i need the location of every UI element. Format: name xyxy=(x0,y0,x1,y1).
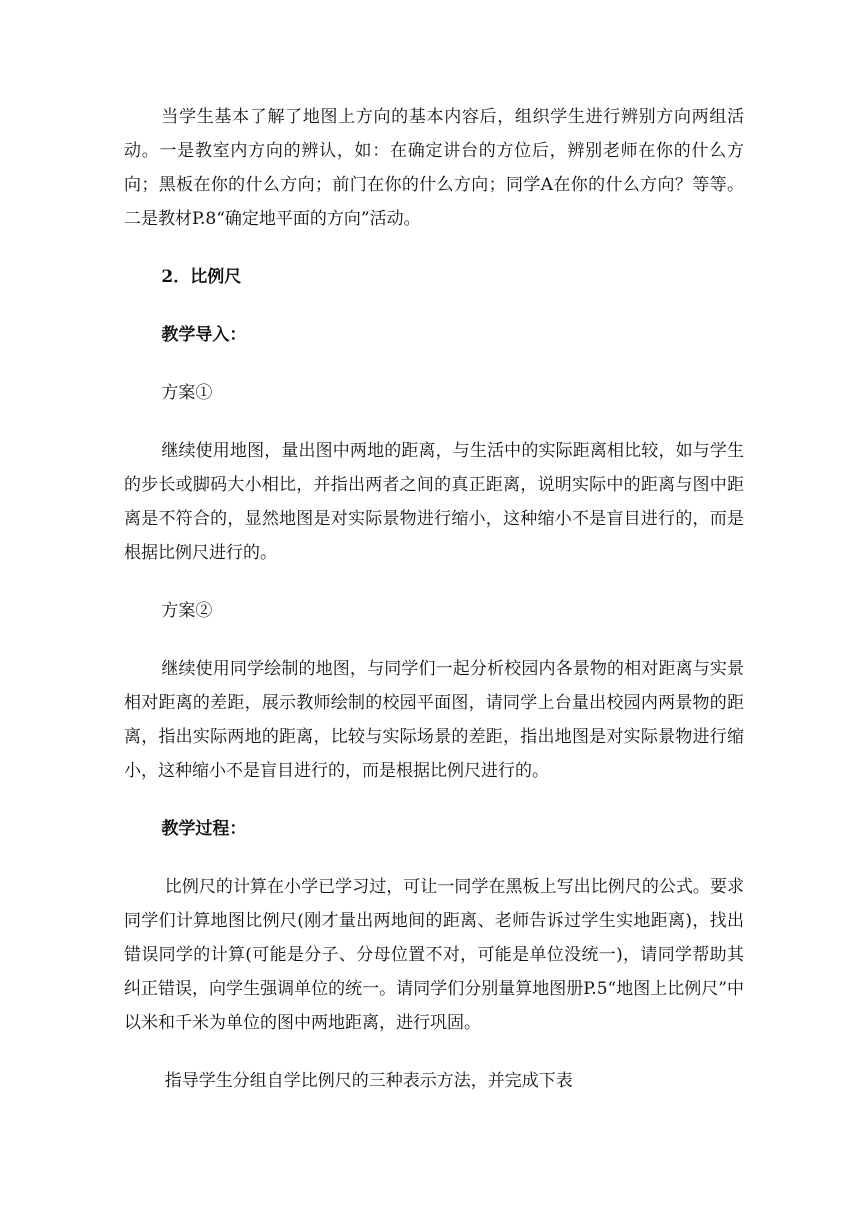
paragraph-direction-activity: 当学生基本了解了地图上方向的基本内容后，组织学生进行辨别方向两组活动。一是教室内方向的辨认，如：在确定讲台的方位后，辨别老师在你的什么方向；黑板在你的什么方向；前门在你的什么方向；同学A在你的什么方向？等等。二是教材P.8“确定地平面的方向”活动。 xyxy=(124,107,744,229)
document-page xyxy=(124,100,744,1122)
paragraph-process: 比例尺的计算在小学已学习过，可让一同学在黑板上写出比例尺的公式。要求同学们计算地图比例尺(刚才量出两地间的距离、老师告诉过学生实地距离)，找出错误同学的计算(可能是分子、分母位置不对，可能是单位没统一)，请同学帮助其纠正错误，向学生强调单位的统一。请同学们分别量算地图册P.5“地图上比例尺”中以米和千米为单位的图中两地距离，进行巩固。 xyxy=(124,877,744,1033)
paragraph-guide: 指导学生分组自学比例尺的三种表示方法，并完成下表 xyxy=(164,1071,573,1091)
plan-2-label: 方案② xyxy=(161,601,213,621)
paragraph-plan-2: 继续使用同学绘制的地图，与同学们一起分析校园内各景物的相对距离与实景相对距离的差距，展示教师绘制的校园平面图，请同学上台量出校园内两景物的距离，指出实际两地的距离，比较与实际场景的差距，指出地图是对实际景物进行缩小，这种缩小不是盲目进行的，而是根据比例尺进行的。 xyxy=(124,659,744,781)
plan-1-label: 方案① xyxy=(161,383,213,403)
heading-teaching-intro: 教学导入： xyxy=(161,325,247,345)
section-title-scale: 2．比例尺 xyxy=(161,267,242,287)
paragraph-plan-1: 继续使用地图，量出图中两地的距离，与生活中的实际距离相比较，如与学生的步长或脚码大小相比，并指出两者之间的真正距离，说明实际中的距离与图中距离是不符合的，显然地图是对实际景物进行缩小，这种缩小不是盲目进行的，而是根据比例尺进行的。 xyxy=(124,441,744,563)
heading-teaching-process: 教学过程： xyxy=(161,819,247,839)
